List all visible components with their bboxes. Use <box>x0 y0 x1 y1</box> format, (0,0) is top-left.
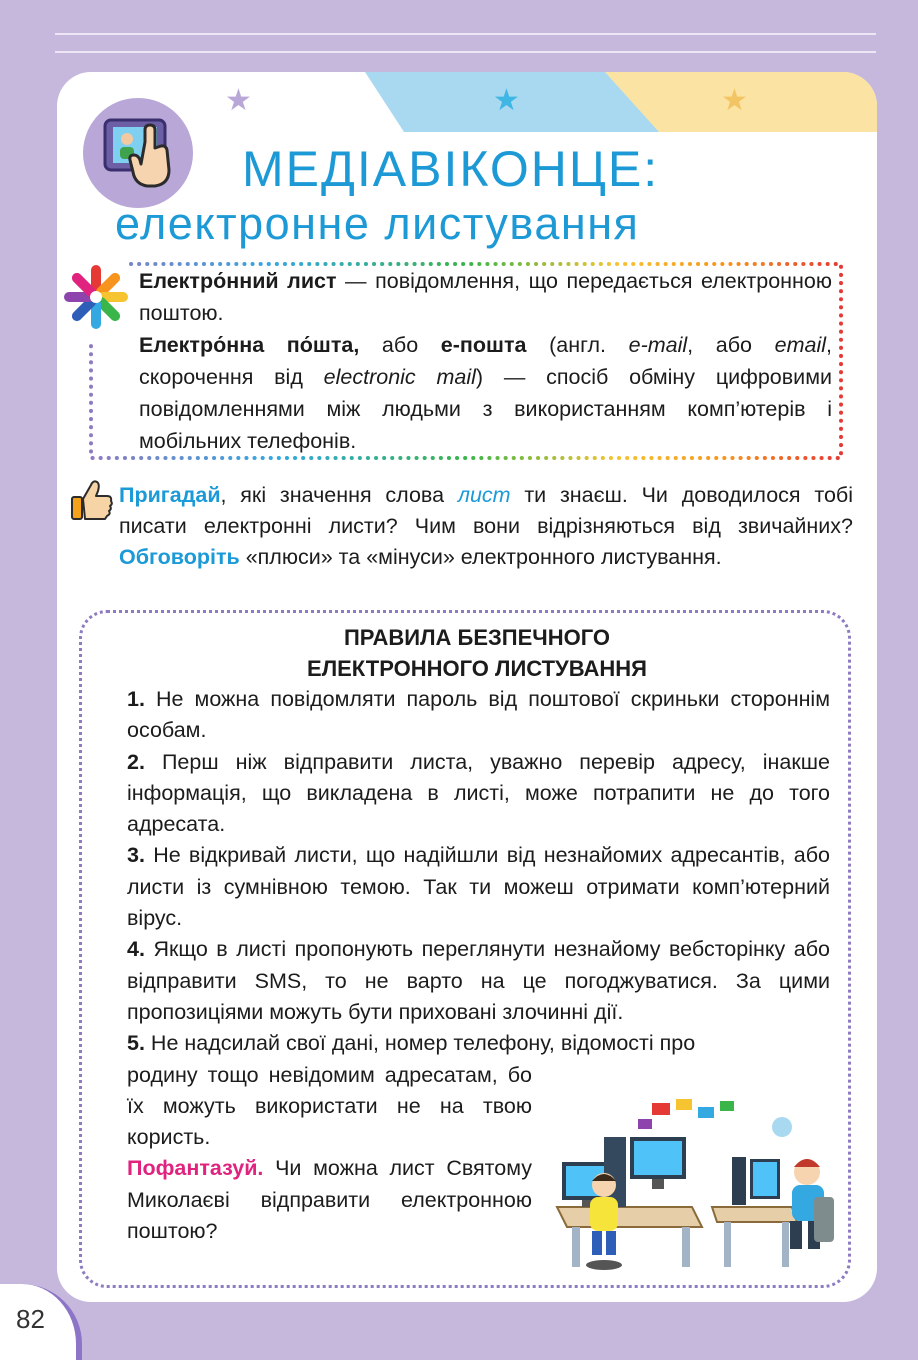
definitions-text: Електро́нний лист — повідомлення, що передається електронною поштою. Електро́нна по́шта, або е-пошта (англ. e-mail, або email, скорочення від electronic mail) — спосіб обміну цифровими повідомленнями між людьми з використанням комп’ютерів і мобільних телефонів. <box>139 269 832 453</box>
rule-item: 2. Перш ніж відправити листа, уважно перевір адресу, інакше інформація, що викладена в листі, може потрапити не до того адресата. <box>127 749 830 837</box>
rule-item: 5. Не надсилай свої дані, номер телефону, відомості про <box>127 1031 696 1056</box>
media-icon-badge <box>83 98 193 208</box>
kids-at-computers-illustration <box>552 1097 842 1277</box>
header-rule-1 <box>55 33 876 35</box>
thumbs-up-icon <box>69 477 115 523</box>
rule-item-continued: родину тощо невідомим адресатам, бо їх можуть використати не на твою користь. <box>127 1062 532 1150</box>
asterisk-flower-icon <box>61 262 131 332</box>
rules-title: ПРАВИЛА БЕЗПЕЧНОГО ЕЛЕКТРОННОГО ЛИСТУВАННЯ <box>307 625 647 681</box>
rule-item: 3. Не відкривай листи, що надійшли від незнайомих адресантів, або листи із сумнівною темою. Так ти можеш отримати комп’ютерний вірус. <box>127 843 830 931</box>
fantasy-paragraph: Пофантазуй. Чи можна лист Святому Миколаєві відправити електронною поштою? <box>127 1156 532 1244</box>
highlight-word: лист <box>457 483 511 507</box>
page-title: МЕДІАВІКОНЦЕ: <box>242 141 660 197</box>
rule-item: 4. Якщо в листі пропонують переглянути незнайому вебсторінку або відправити SMS, то не варто на це погоджуватися. За цими пропозиціями можуть бути приховані злочинні дії. <box>127 937 830 1024</box>
rule-item: 1. Не можна повідомляти пароль від поштової скриньки стороннім особам. <box>127 687 830 743</box>
remind-paragraph: Пригадай, які значення слова лист ти знаєш. Чи доводилося тобі писати електронні листи? Чим вони відрізняються від звичайних? Обговоріть «плюси» та «мінуси» електронного листування. <box>119 483 853 569</box>
page-subtitle: електронне листування <box>115 198 640 249</box>
term-email-letter: Електро́нний лист <box>139 269 337 293</box>
header-rule-2 <box>55 51 876 53</box>
star-icon: ★ <box>493 84 520 117</box>
page-number-tab <box>0 1284 82 1360</box>
discuss-keyword: Обговоріть <box>119 545 240 569</box>
fantasy-keyword: Пофантазуй. <box>127 1156 264 1181</box>
star-icon: ★ <box>721 84 748 117</box>
term-email: Електро́нна по́шта, <box>139 333 360 357</box>
content-card <box>57 72 877 1302</box>
star-icon: ★ <box>225 84 252 117</box>
term-e-poshta: е-пошта <box>440 333 527 357</box>
page-number: 82 <box>16 1304 45 1334</box>
remind-keyword: Пригадай <box>119 483 221 507</box>
touchscreen-hand-icon <box>83 98 193 208</box>
